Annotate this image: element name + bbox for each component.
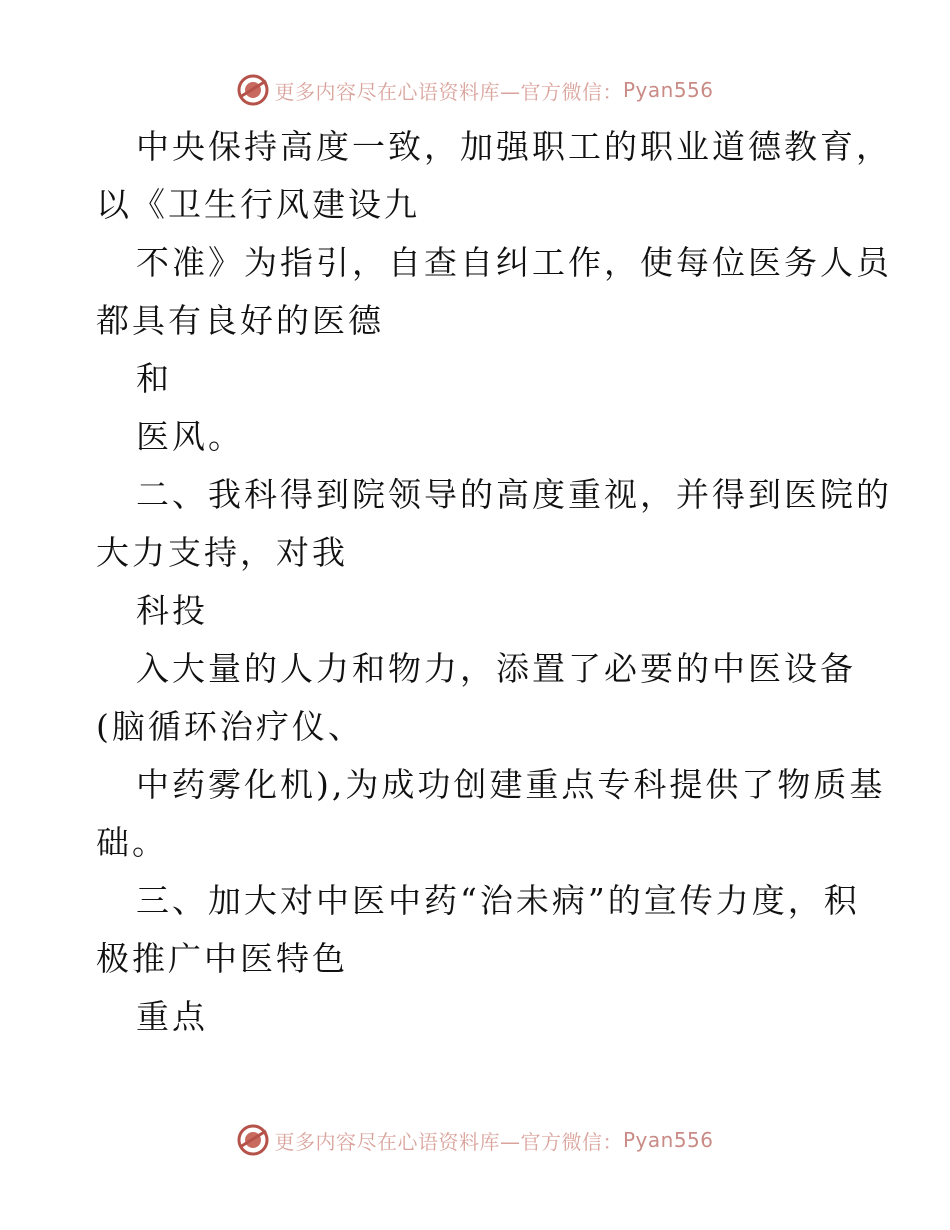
body-line: 和 (136, 359, 172, 398)
document-body (96, 118, 892, 1046)
body-line: 入大量的人力和物力，添置了必要的中医设备 (136, 649, 856, 688)
body-line: 中药雾化机),为成功创建重点专科提供了物质基 (136, 765, 886, 804)
seal-icon (236, 1123, 270, 1157)
body-line: 础。 (96, 823, 168, 862)
body-line: 不准》为指引，自查自纠工作，使每位医务人员 (136, 243, 892, 282)
body-line: 都具有良好的医德 (96, 301, 384, 340)
footer-watermark (0, 1120, 950, 1160)
body-line: 科投 (136, 591, 208, 630)
header-watermark-text: 更多内容尽在心语资料库—官方微信： (274, 79, 623, 104)
body-line: 极推广中医特色 (96, 939, 348, 978)
footer-wechat-id: Pyan556 (622, 1128, 714, 1152)
body-line: 三、加大对中医中药“治未病”的宣传力度，积 (136, 881, 860, 920)
header-wechat-id: Pyan556 (622, 78, 714, 102)
body-line: 大力支持，对我 (96, 533, 348, 572)
body-line: 医风。 (136, 417, 244, 456)
header-watermark (0, 70, 950, 110)
body-line: 重点 (136, 997, 208, 1036)
body-line: 中央保持高度一致，加强职工的职业道德教育， (136, 127, 892, 166)
seal-icon (236, 73, 270, 107)
body-line: 以《卫生行风建设九 (96, 185, 420, 224)
body-line: 二、我科得到院领导的高度重视，并得到医院的 (136, 475, 892, 514)
body-line: (脑循环治疗仪、 (96, 707, 364, 746)
footer-watermark-text: 更多内容尽在心语资料库—官方微信： (274, 1129, 623, 1154)
